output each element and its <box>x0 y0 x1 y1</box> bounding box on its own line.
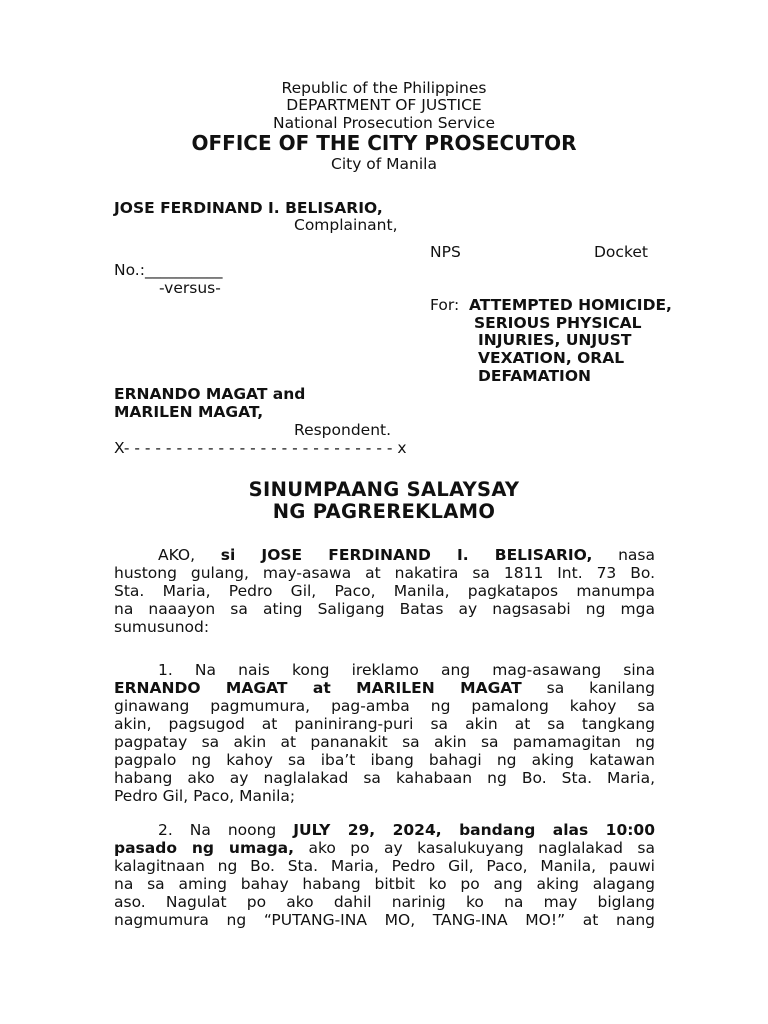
charges-for-label: For: <box>430 296 460 314</box>
item-number: 2. <box>158 821 173 839</box>
charge-item: VEXATION, ORAL <box>478 349 625 367</box>
item-line: pagpalo ng kahoy sa iba’t ibang bahagi ng aking katawan <box>114 751 655 769</box>
item-line: nagmumura ng “PUTANG-INA MO, TANG-INA MO!” at nang <box>114 911 655 929</box>
header-republic: Republic of the Philippines <box>281 79 487 97</box>
intro-line: sumusunod: <box>114 618 210 636</box>
intro-line: hustong gulang, may-asawa at nakatira sa 1811 Int. 73 Bo. <box>114 564 655 582</box>
respondent-role: Respondent. <box>294 421 392 439</box>
item-line: akin, pagsugod at paninirang-puri sa akin at sa tangkang <box>114 715 655 733</box>
charge-item: INJURIES, UNJUST <box>478 331 632 349</box>
numbered-item-1 <box>114 661 655 805</box>
header-office: OFFICE OF THE CITY PROSECUTOR <box>191 131 577 155</box>
document-title-line2: NG PAGREREKLAMO <box>272 500 496 523</box>
header-city: City of Manila <box>331 155 437 173</box>
item-number: 1. <box>158 661 173 679</box>
complainant-role: Complainant, <box>294 216 398 234</box>
docket-word: Docket <box>594 243 648 261</box>
intro-line: AKO, si JOSE FERDINAND I. BELISARIO, nasa <box>158 546 655 564</box>
item-line: ERNANDO MAGAT at MARILEN MAGAT sa kanilang <box>114 679 655 697</box>
header-service: National Prosecution Service <box>273 114 495 132</box>
numbered-item-2 <box>114 821 655 929</box>
item-line: 1. Na nais kong ireklamo ang mag-asawang sina <box>158 661 655 679</box>
item-line: habang ako ay naglalakad sa kahabaan ng Bo. Sta. Maria, <box>114 769 655 787</box>
respondent-name: ERNANDO MAGAT and <box>114 385 306 403</box>
intro-paragraph <box>114 546 655 636</box>
charge-item: DEFAMATION <box>478 367 591 385</box>
item-line: 2. Na noong JULY 29, 2024, bandang alas 10:00 <box>158 821 655 839</box>
item-line: kalagitnaan ng Bo. Sta. Maria, Pedro Gil, Paco, Manila, pauwi <box>114 857 655 875</box>
caption-separator: X- - - - - - - - - - - - - - - - - - - - - - - - - - x <box>114 439 407 457</box>
respondent-name: MARILEN MAGAT, <box>114 403 264 421</box>
charge-item: ATTEMPTED HOMICIDE, <box>469 296 672 314</box>
versus-label: -versus- <box>159 279 221 297</box>
item-line: na sa aming bahay habang bitbit ko po ang aking alagang <box>114 875 655 893</box>
intro-line: Sta. Maria, Pedro Gil, Paco, Manila, pagkatapos manumpa <box>114 582 655 600</box>
item-line: Pedro Gil, Paco, Manila; <box>114 787 296 805</box>
docket-number: No.:__________ <box>114 261 223 279</box>
docket-nps: NPS <box>430 243 461 261</box>
item-line: pasado ng umaga, ako po ay kasalukuyang naglalakad sa <box>114 839 655 857</box>
header-department: DEPARTMENT OF JUSTICE <box>286 96 482 114</box>
item-line: pagpatay sa akin at pananakit sa akin sa pamamagitan ng <box>114 733 655 751</box>
charge-item: SERIOUS PHYSICAL <box>474 314 642 332</box>
item-line: aso. Nagulat po ako dahil narinig ko na may biglang <box>114 893 655 911</box>
document-title-line1: SINUMPAANG SALAYSAY <box>248 478 520 501</box>
intro-line: na naaayon sa ating Saligang Batas ay nagsasabi ng mga <box>114 600 655 618</box>
complainant-name: JOSE FERDINAND I. BELISARIO, <box>114 199 383 217</box>
item-line: ginawang pagmumura, pag-amba ng pamalong kahoy sa <box>114 697 655 715</box>
